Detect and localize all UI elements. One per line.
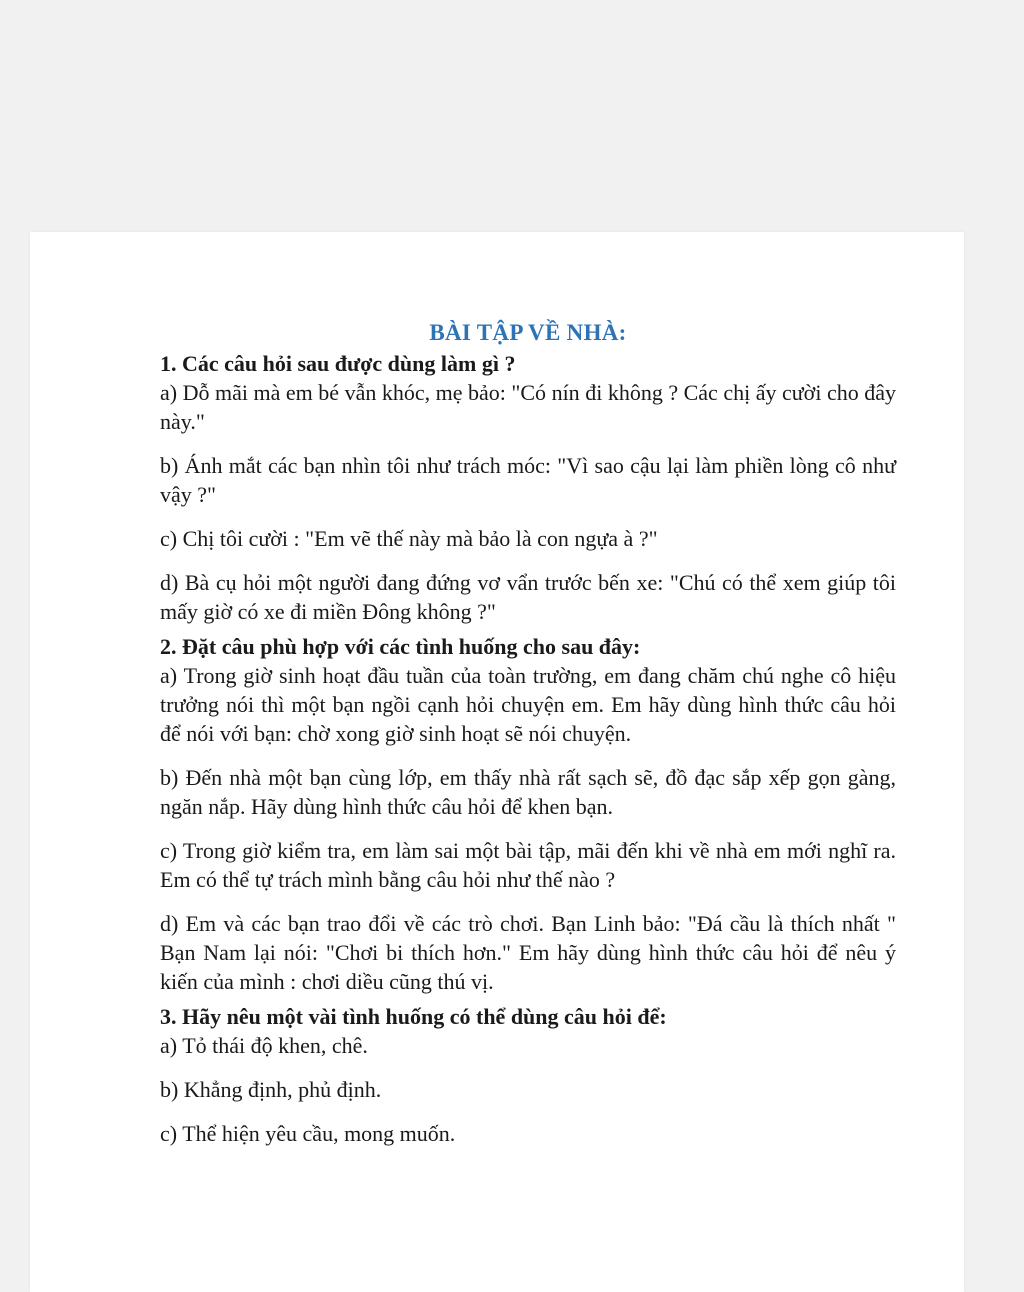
section-2-item-c: c) Trong giờ kiểm tra, em làm sai một bài tập, mãi đến khi về nhà em mới nghĩ ra. Em có thể tự trách mình bằng câu hỏi như thế nào ? [160, 838, 896, 892]
section-3-item-b: b) Khẳng định, phủ định. [160, 1077, 382, 1102]
section-3-heading: 3. Hãy nêu một vài tình huống có thể dùng câu hỏi để: [160, 1004, 667, 1029]
section-2-item-d: d) Em và các bạn trao đổi về các trò chơi. Bạn Linh bảo: "Đá cầu là thích nhất " Bạn Nam lại nói: "Chơi bi thích hơn." Em hãy dùng hình thức câu hỏi để nêu ý kiến của mình : chơi diều cũng thú vị. [160, 911, 896, 994]
section-1 [160, 349, 896, 626]
section-1-item-a: a) Dỗ mãi mà em bé vẫn khóc, mẹ bảo: "Có nín đi không ? Các chị ấy cười cho đây này." [160, 380, 896, 434]
section-2-heading: 2. Đặt câu phù hợp với các tình huống cho sau đây: [160, 634, 641, 659]
section-1-item-d: d) Bà cụ hỏi một người đang đứng vơ vẩn trước bến xe: "Chú có thể xem giúp tôi mấy giờ có xe đi miền Đông không ?" [160, 570, 896, 624]
section-2-item-b: b) Đến nhà một bạn cùng lớp, em thấy nhà rất sạch sẽ, đồ đạc sắp xếp gọn gàng, ngăn nắp. Hãy dùng hình thức câu hỏi để khen bạn. [160, 765, 896, 819]
section-2 [160, 632, 896, 996]
section-3-item-a: a) Tỏ thái độ khen, chê. [160, 1033, 368, 1058]
section-3-item-c: c) Thể hiện yêu cầu, mong muốn. [160, 1121, 456, 1146]
section-1-item-c: c) Chị tôi cười : "Em vẽ thế này mà bảo là con ngựa à ?" [160, 526, 658, 551]
document-title: BÀI TẬP VỀ NHÀ: [429, 320, 627, 345]
section-2-item-a: a) Trong giờ sinh hoạt đầu tuần của toàn trường, em đang chăm chú nghe cô hiệu trưởng nói thì một bạn ngồi cạnh hỏi chuyện em. Em hãy dùng hình thức câu hỏi để nói với bạn: chờ xong giờ sinh hoạt sẽ nói chuyện. [160, 663, 896, 746]
section-1-heading: 1. Các câu hỏi sau được dùng làm gì ? [160, 351, 516, 376]
document-content [160, 318, 896, 1148]
section-3 [160, 1002, 896, 1148]
section-1-item-b: b) Ánh mắt các bạn nhìn tôi như trách móc: "Vì sao cậu lại làm phiền lòng cô như vậy ?" [160, 453, 896, 507]
